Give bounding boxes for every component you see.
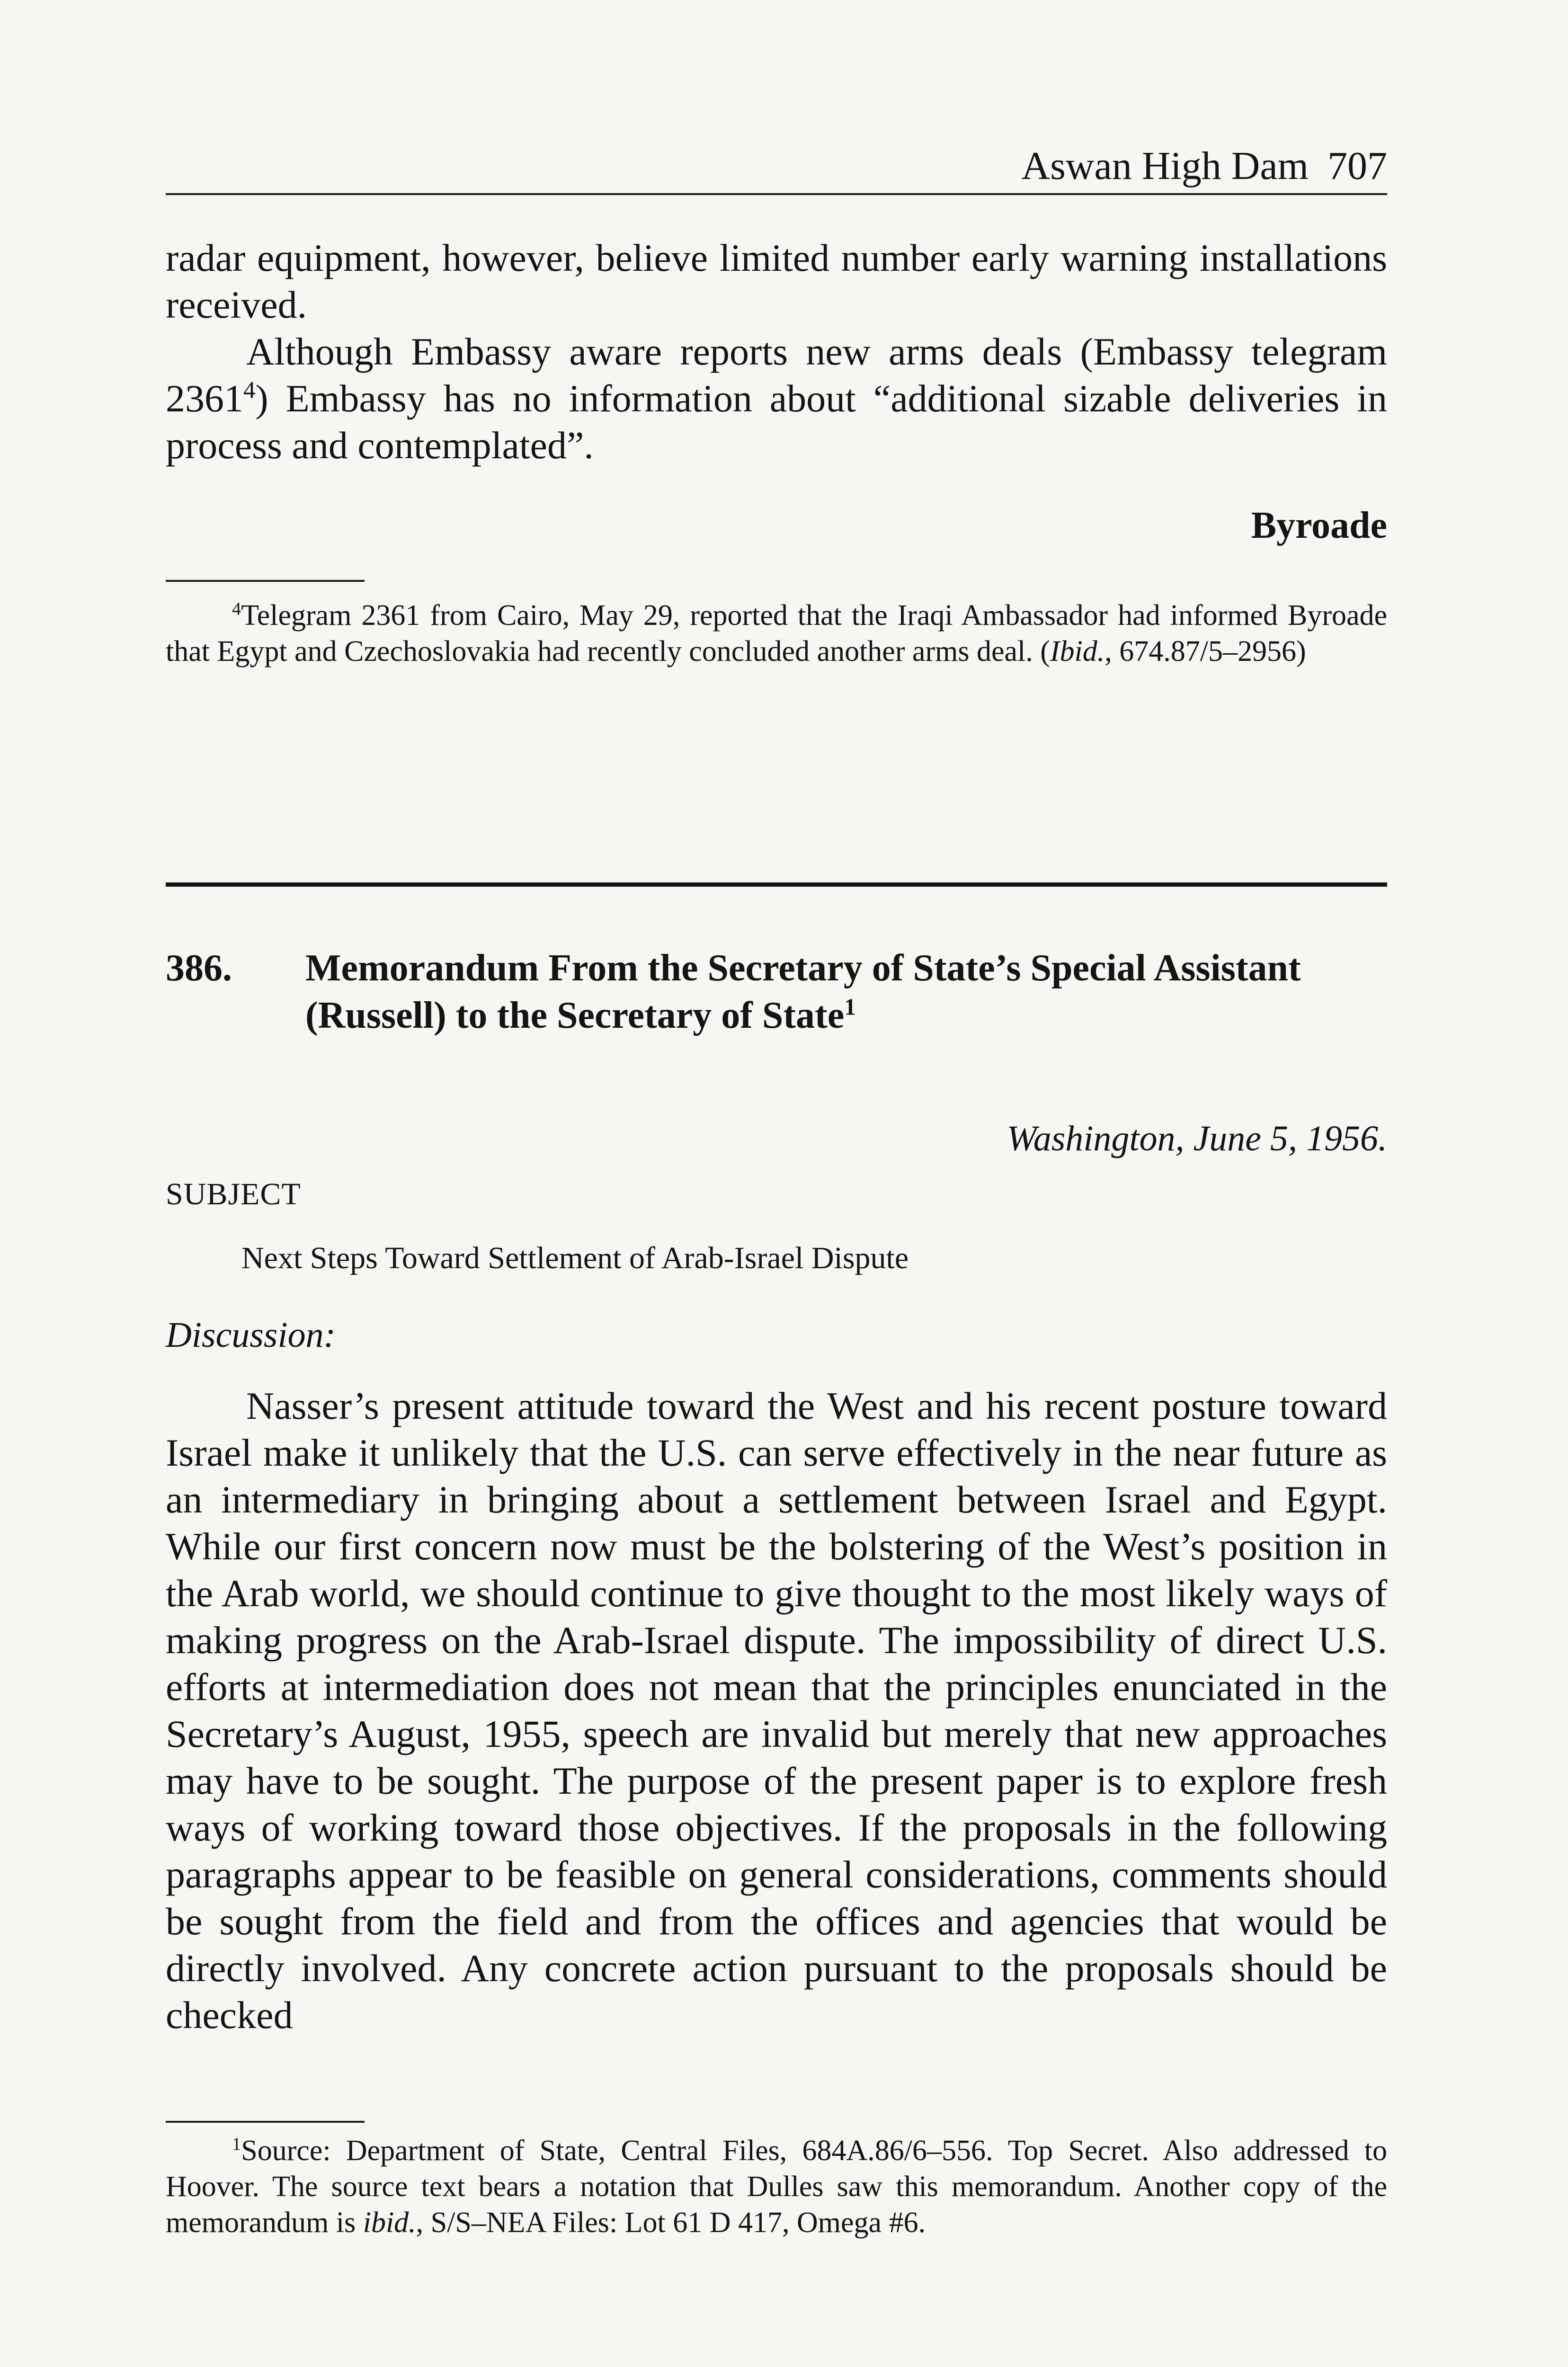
footnote-4-citation: , 674.87/5–2956) (1105, 635, 1306, 667)
footnote-ref-1: 1 (844, 994, 856, 1020)
document-title (305, 944, 1387, 1039)
footnote-1 (166, 2133, 1387, 2241)
footnote-rule (166, 580, 365, 582)
subject-label: SUBJECT (166, 1177, 301, 1211)
footnote-1-ibid: ibid. (363, 2207, 416, 2239)
embassy-paragraph (166, 328, 1387, 469)
subject-text: Next Steps Toward Settlement of Arab-Israel Dispute (241, 1241, 909, 1275)
running-head (1021, 140, 1387, 192)
embassy-text-after-ref: ) Embassy has no information about “additional sizable deliveries in process and contemplated”. (166, 377, 1387, 467)
document-number: 386. (166, 947, 232, 989)
dateline: Washington, June 5, 1956. (1007, 1119, 1387, 1158)
embassy-text-before-ref: Although Embassy aware reports new arms deals (Embassy telegram 2361 (166, 330, 1387, 420)
footnote-4-ibid: Ibid. (1050, 635, 1105, 667)
footnote-rule-2 (166, 2121, 365, 2123)
continuation-paragraph: radar equipment, however, believe limited number early warning installations received. (166, 236, 1387, 326)
document-title-text: Memorandum From the Secretary of State’s Special Assistant (Russell) to the Secretary of State (305, 947, 1301, 1036)
discussion-paragraph: Nasser’s present attitude toward the West and his recent posture toward Israel make it unlikely that the U.S. can serve effectively in the near future as an intermediary in bringing about a settlement between Israel and Egypt. While our first concern now must be the bolstering of the West’s position in the Arab world, we should continue to give thought to the most likely ways of making progress on the Arab-Israel dispute. The impossibility of direct U.S. efforts at intermediation does not mean that the principles enunciated in the Secretary’s August, 1955, speech are invalid but merely that new approaches may have to be sought. The purpose of the present paper is to explore fresh ways of working toward those objectives. If the proposals in the following paragraphs appear to be feasible on general considerations, comments should be sought from the field and from the offices and agencies that would be directly involved. Any concrete action pursuant to the proposals should be checked (166, 1384, 1387, 2037)
footnote-ref-4: 4 (243, 376, 256, 403)
page-number: 707 (1327, 144, 1387, 188)
running-title: Aswan High Dam (1021, 144, 1309, 188)
document-page (166, 0, 1387, 2367)
section-divider (166, 882, 1387, 887)
footnote-1-text: Source: Department of State, Central Files, 684A.86/6–556. Top Secret. Also addressed to Hoover. The source text bears a notation that Dulles saw this memorandum. Another copy of the memorandum is (166, 2135, 1387, 2239)
footnote-4-text: Telegram 2361 from Cairo, May 29, reported that the Iraqi Ambassador had informed Byroade that Egypt and Czechoslovakia had recently concluded another arms deal. ( (166, 599, 1387, 667)
header-rule (166, 193, 1387, 195)
footnote-1-citation: , S/S–NEA Files: Lot 61 D 417, Omega #6. (416, 2207, 926, 2239)
signature: Byroade (1251, 505, 1387, 546)
footnote-4-mark: 4 (232, 599, 241, 619)
footnote-1-mark: 1 (232, 2134, 241, 2154)
footnote-4 (166, 597, 1387, 669)
discussion-label: Discussion: (166, 1315, 336, 1355)
